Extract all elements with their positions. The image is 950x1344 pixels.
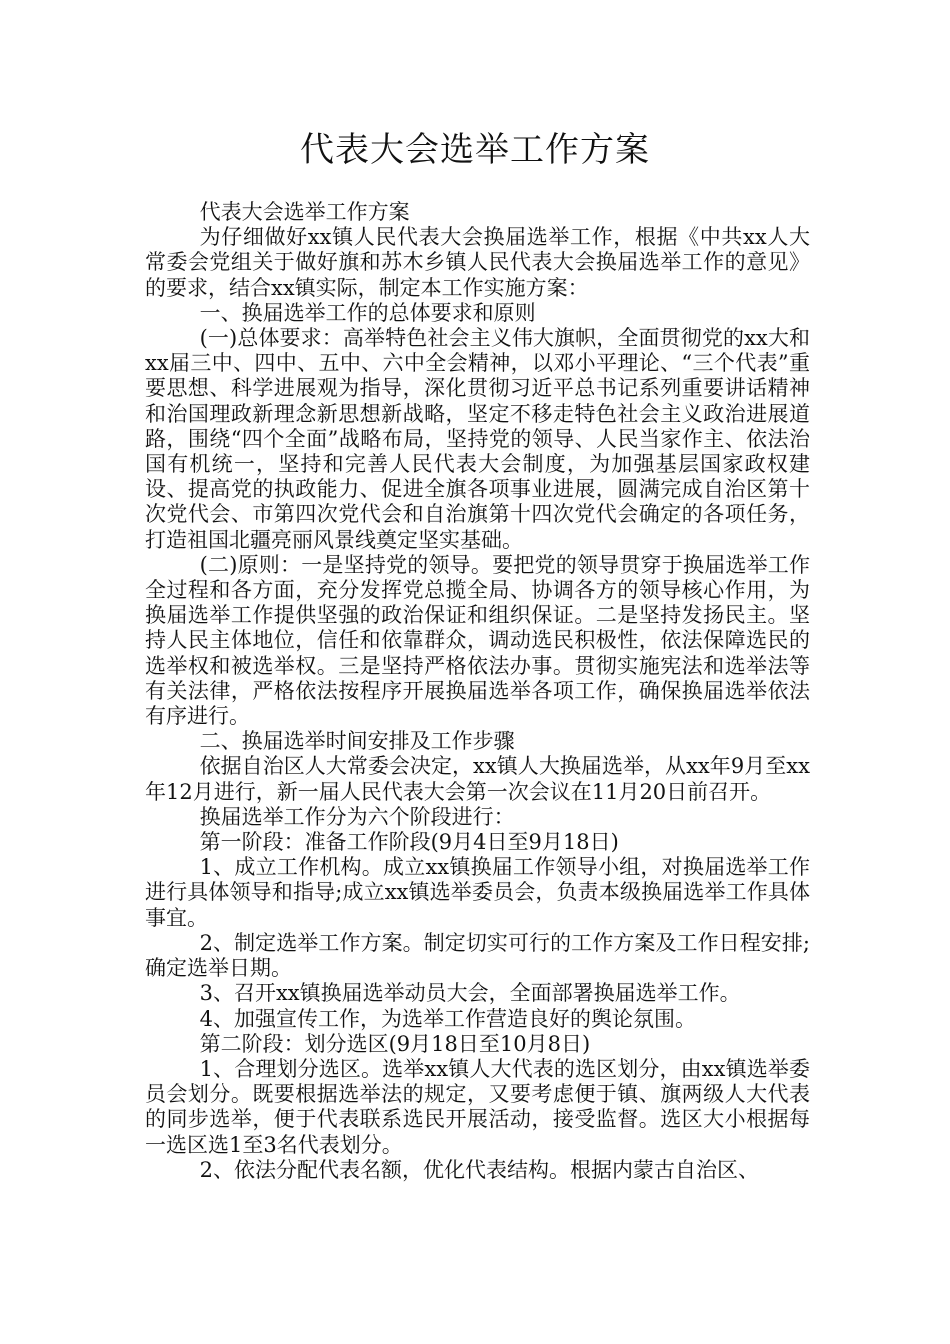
list-item: 2、制定选举工作方案。制定切实可行的工作方案及工作日程安排;确定选举日期。: [145, 930, 810, 981]
list-item: 1、合理划分选区。选举xx镇人大代表的选区划分，由xx镇选举委员会划分。既要根据选举法的规定，又要考虑便于镇、旗两级人大代表的同步选举，便于代表联系选民开展活动，接受监督。选区大小根据每一选区选1至3名代表划分。: [145, 1056, 810, 1157]
paragraph-intro: 为仔细做好xx镇人民代表大会换届选举工作，根据《中共xx人大常委会党组关于做好旗和苏木乡镇人民代表大会换届选举工作的意见》的要求，结合xx镇实际，制定本工作实施方案：: [145, 225, 810, 300]
list-item: 3、召开xx镇换届选举动员大会，全面部署换届选举工作。: [199, 981, 741, 1006]
paragraph-subtitle: 代表大会选举工作方案: [199, 200, 410, 224]
section-heading-2: 二、换届选举时间安排及工作步骤: [199, 729, 515, 754]
paragraph-schedule: 依据自治区人大常委会决定，xx镇人大换届选举，从xx年9月至xx年12月进行，新一届人民代表大会第一次会议在11月20日前召开。: [145, 754, 810, 804]
paragraph-principles: (二)原则：一是坚持党的领导。要把党的领导贯穿于换届选举工作全过程和各方面，充分发挥党总揽全局、协调各方的领导核心作用，为换届选举工作提供坚强的政治保证和组织保证。二是坚持发扬民主。坚持人民主体地位，信任和依靠群众，调动选民积极性，依法保障选民的选举权和被选举权。三是坚持严格依法办事。贯彻实施宪法和选举法等有关法律，严格依法按程序开展换届选举各项工作，确保换届选举依法有序进行。: [145, 552, 810, 729]
document-body: [145, 200, 810, 1183]
stage-heading-2: 第二阶段：划分选区(9月18日至10月8日): [199, 1031, 591, 1056]
section-heading-1: 一、换届选举工作的总体要求和原则: [199, 300, 536, 325]
paragraph-six-stages: 换届选举工作分为六个阶段进行：: [199, 804, 515, 829]
stage-heading-1: 第一阶段：准备工作阶段(9月4日至9月18日): [199, 830, 619, 855]
list-item: 2、依法分配代表名额，优化代表结构。根据内蒙古自治区、: [199, 1157, 759, 1182]
paragraph-general-requirements: (一)总体要求：高举特色社会主义伟大旗帜，全面贯彻党的xx大和xx届三中、四中、五中、六中全会精神，以邓小平理论、“三个代表”重要思想、科学进展观为指导，深化贯彻习近平总书记系列重要讲话精神和治国理政新理念新思想新战略，坚定不移走特色社会主义政治进展道路，围绕“四个全面”战略布局，坚持党的领导、人民当家作主、依法治国有机统一，坚持和完善人民代表大会制度，为加强基层国家政权建设、提高党的执政能力、促进全旗各项事业进展，圆满完成自治区第十次党代会、市第四次党代会和自治旗第十四次党代会确定的各项任务，打造祖国北疆亮丽风景线奠定坚实基础。: [145, 326, 810, 552]
list-item: 4、加强宣传工作，为选举工作营造良好的舆论氛围。: [199, 1006, 696, 1031]
document-title: 代表大会选举工作方案: [300, 130, 650, 170]
list-item: 1、成立工作机构。成立xx镇换届工作领导小组，对换届选举工作进行具体领导和指导;成立xx镇选举委员会，负责本级换届选举工作具体事宜。: [145, 855, 810, 930]
